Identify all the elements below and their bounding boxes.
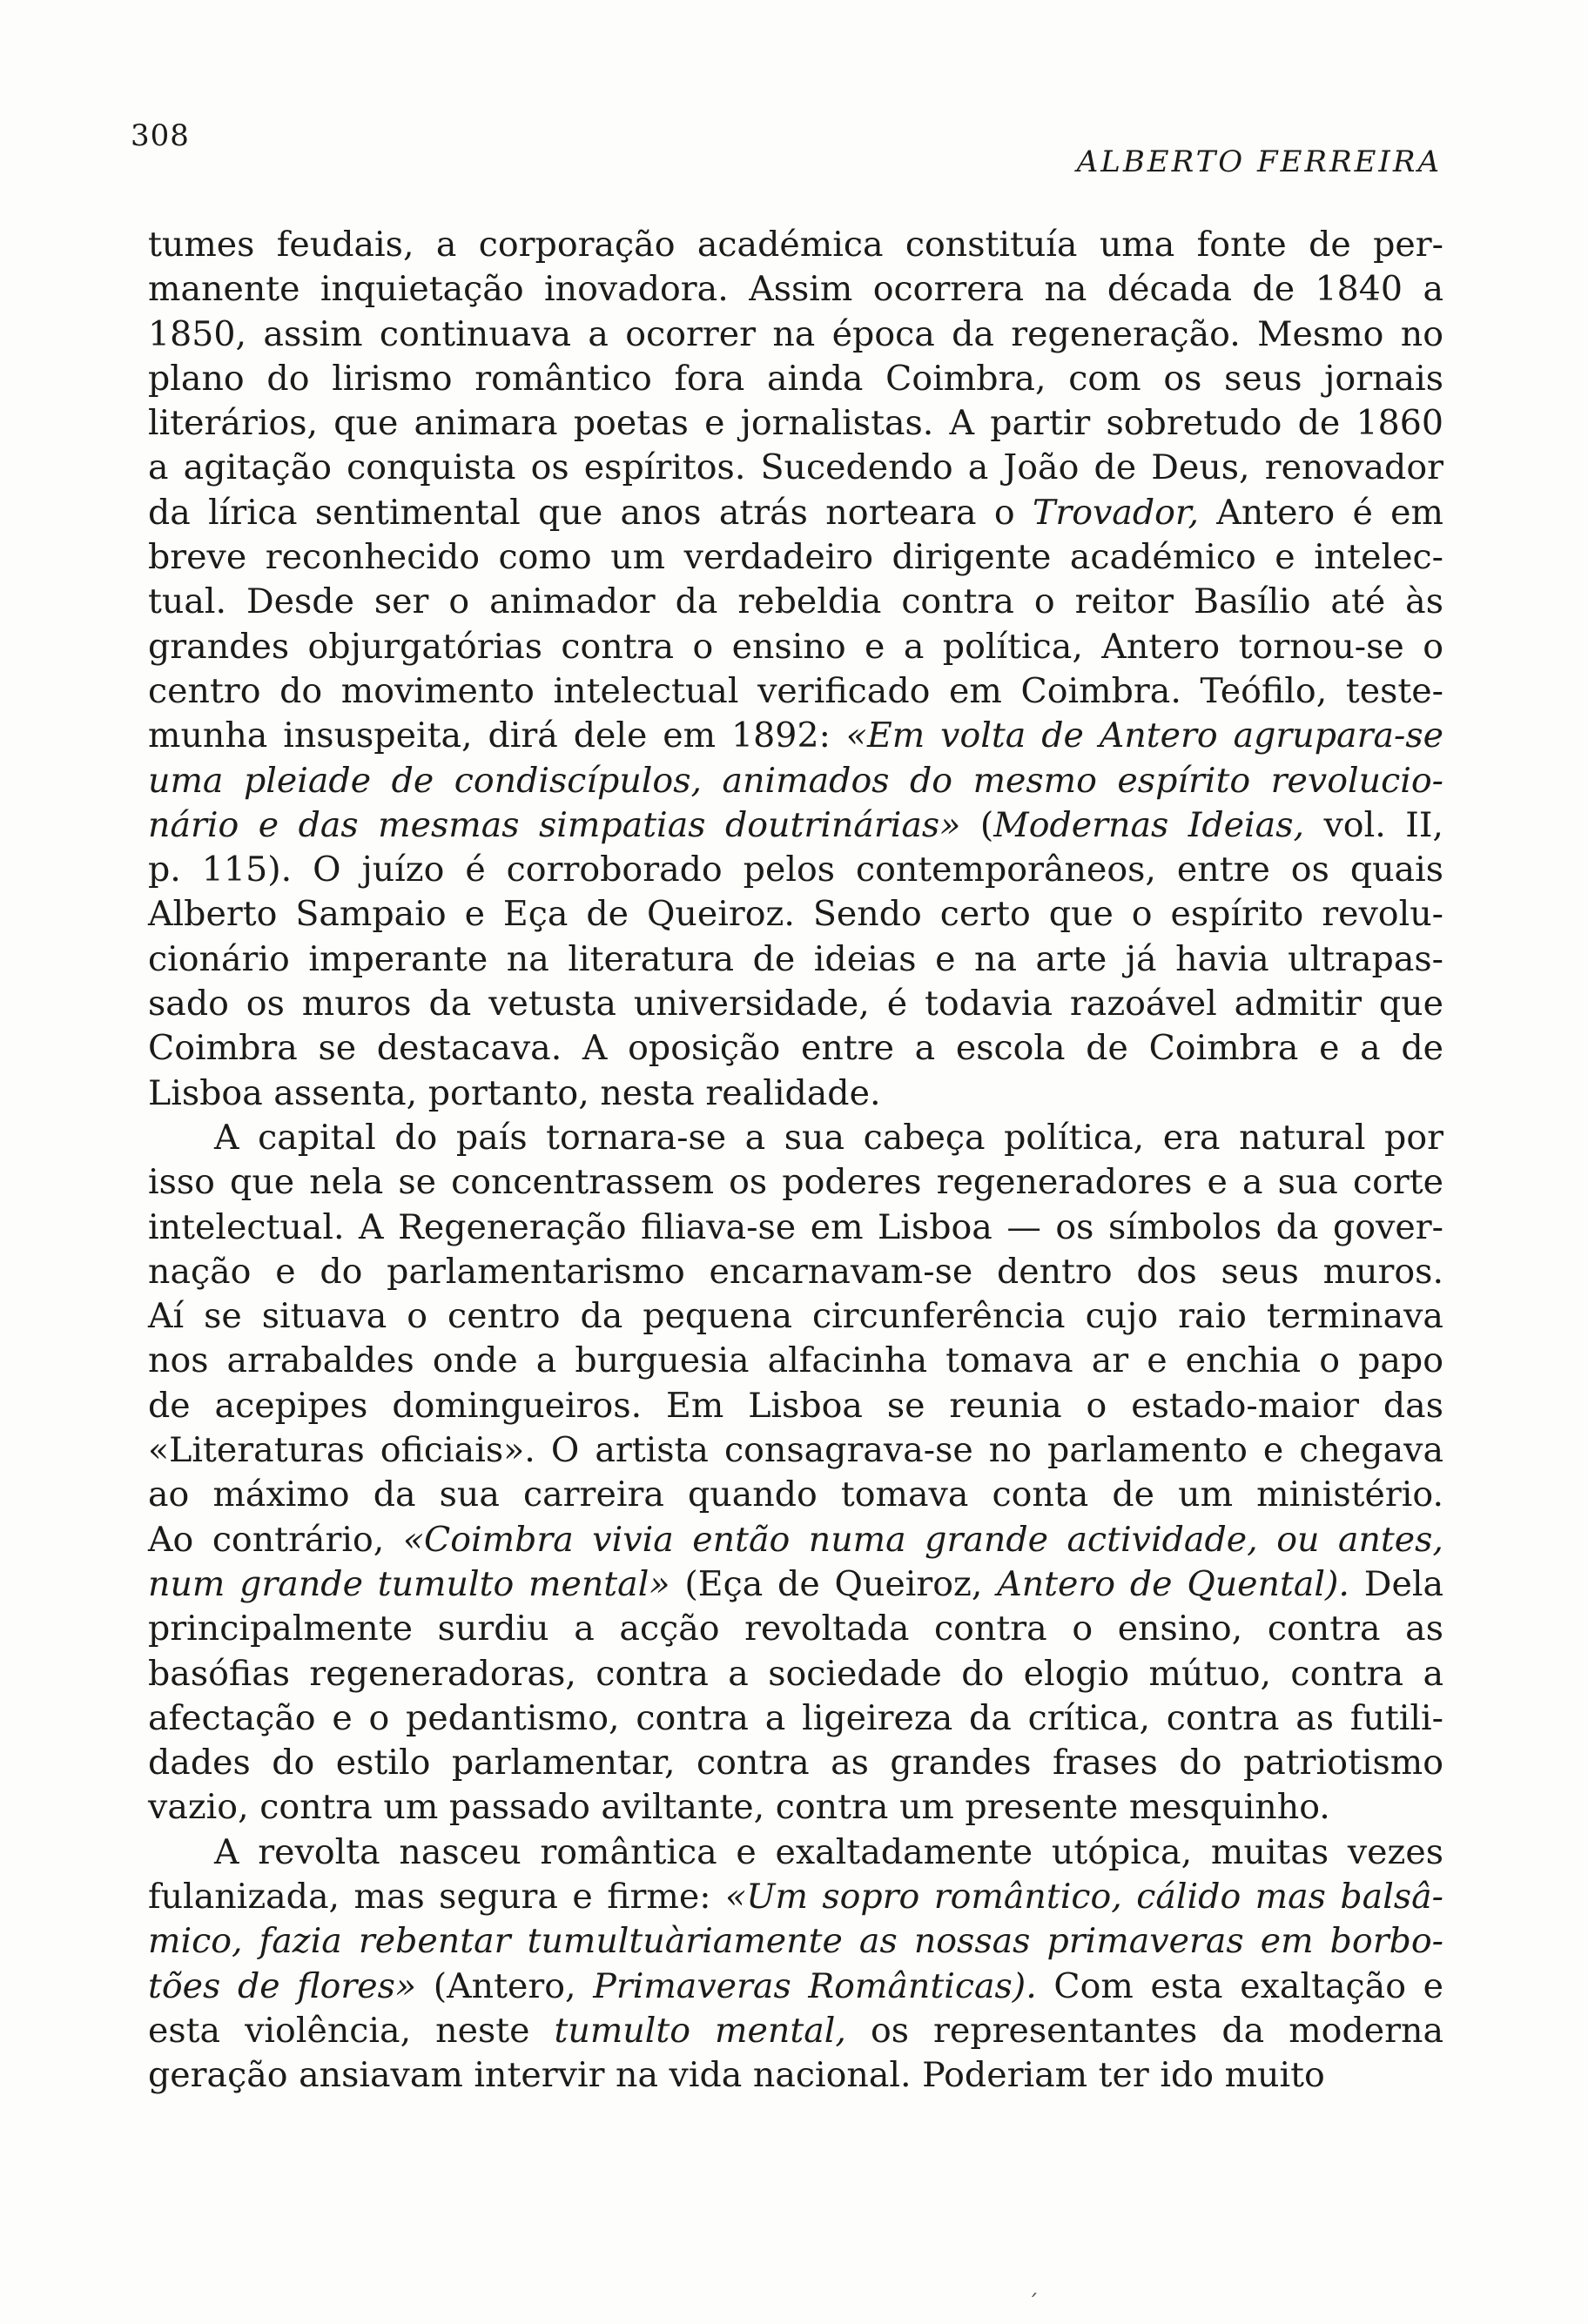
italic-text: tões de flores» [148, 1965, 417, 2006]
text-line [148, 982, 1443, 1026]
text-run: Antero é em [1199, 492, 1443, 533]
text-run: afectação e o pedantismo, contra a ligeireza da crítica, contra as futili- [148, 1697, 1443, 1738]
text-run: de acepipes domingueiros. Em Lisboa se reunia o estado-maior das [148, 1385, 1443, 1426]
text-run: intelectual. A Regeneração filiava-se em Lisboa — os símbolos da gover- [148, 1206, 1443, 1247]
running-head: ALBERTO FERREIRA [1076, 144, 1442, 179]
text-line [148, 803, 1443, 848]
text-run: ( [960, 804, 994, 845]
text-line [148, 491, 1443, 535]
text-line [148, 580, 1443, 624]
body-text [148, 223, 1443, 2098]
text-run: nação e do parlamentarismo encarnavam-se dentro dos seus muros. [148, 1251, 1443, 1292]
text-line [148, 1473, 1443, 1517]
text-run: Lisboa assenta, portanto, nesta realidade. [148, 1072, 881, 1113]
text-line [148, 1160, 1443, 1205]
text-line [148, 1384, 1443, 1428]
text-line [148, 892, 1443, 937]
text-line [148, 1339, 1443, 1383]
italic-text: «Coimbra vivia então numa grande actividade, ou antes, [402, 1519, 1443, 1560]
text-line [148, 1785, 1443, 1830]
text-line [148, 2009, 1443, 2053]
text-run: Coimbra se destacava. A oposição entre a escola de Coimbra e a de [148, 1028, 1443, 1069]
text-run: nos arrabaldes onde a burguesia alfacinha tomava ar e enchia o papo [148, 1340, 1443, 1381]
text-run: dades do estilo parlamentar, contra as grandes frases do patriotismo [148, 1743, 1443, 1783]
italic-text: Trovador, [1032, 492, 1200, 533]
text-line [148, 1607, 1443, 1651]
text-line [148, 625, 1443, 669]
text-run: Com esta exaltação e [1036, 1965, 1443, 2006]
text-run: isso que nela se concentrassem os poderes regeneradores e a sua corte [148, 1162, 1443, 1203]
text-run: manente inquietação inovadora. Assim ocorrera na década de 1840 a [148, 269, 1443, 310]
text-run: literários, que animara poetas e jornalistas. A partir sobretudo de 1860 [148, 403, 1443, 444]
text-line [148, 1518, 1443, 1562]
text-run: Alberto Sampaio e Eça de Queiroz. Sendo certo que o espírito revolu- [148, 894, 1443, 935]
stray-mark: ˊ [1027, 2291, 1039, 2317]
text-line [148, 937, 1443, 982]
text-run: (Antero, [416, 1965, 594, 2006]
italic-text: Antero de Quental). [997, 1563, 1349, 1604]
italic-text: «Em volta de Antero agrupara-se [845, 715, 1443, 756]
text-line [148, 1026, 1443, 1071]
text-line [148, 669, 1443, 714]
text-run: os representantes da moderna [845, 2010, 1443, 2051]
text-line [148, 223, 1443, 267]
text-line [148, 446, 1443, 490]
text-run: ao máximo da sua carreira quando tomava conta de um ministério. [148, 1474, 1443, 1515]
text-run: tual. Desde ser o animador da rebeldia contra o reitor Basílio até às [148, 581, 1443, 622]
text-run: grandes objurgatórias contra o ensino e a política, Antero tornou-se o [148, 626, 1443, 667]
text-run: A revolta nasceu romântica e exaltadamente utópica, muitas vezes [214, 1831, 1443, 1872]
text-line [148, 2053, 1443, 2098]
italic-text: nário e das mesmas simpatias doutrinárias» [148, 804, 961, 845]
text-line [148, 1562, 1443, 1607]
text-run: vazio, contra um passado aviltante, contra um presente mesquinho. [148, 1787, 1330, 1828]
text-run: plano do lirismo romântico fora ainda Coimbra, com os seus jornais [148, 358, 1443, 399]
italic-text: Primaveras Românticas). [593, 1965, 1037, 2006]
page-number: 308 [131, 118, 190, 153]
italic-text: mico, fazia rebentar tumultuàriamente as nossas primaveras em borbo- [148, 1921, 1443, 1962]
text-line [148, 1428, 1443, 1473]
text-line [148, 1071, 1443, 1116]
text-run: A capital do país tornara-se a sua cabeça política, era natural por [214, 1117, 1443, 1158]
text-run: breve reconhecido como um verdadeiro dirigente académico e intelec- [148, 537, 1443, 578]
text-line [148, 714, 1443, 758]
text-line [148, 312, 1443, 357]
text-line [148, 1830, 1443, 1875]
text-line [148, 1294, 1443, 1339]
text-line [148, 267, 1443, 312]
text-line [148, 1116, 1443, 1160]
text-run: da lírica sentimental que anos atrás norteara o [148, 492, 1033, 533]
text-run: Aí se situava o centro da pequena circunferência cujo raio terminava [148, 1296, 1443, 1337]
italic-text: uma pleiade de condiscípulos, animados do mesmo espírito revolucio- [148, 760, 1443, 801]
italic-text: num grande tumulto mental» [148, 1563, 670, 1604]
text-line [148, 401, 1443, 446]
text-line [148, 1965, 1443, 2009]
text-run: munha insuspeita, dirá dele em 1892: [148, 715, 846, 756]
text-run: (Eça de Queiroz, [670, 1563, 998, 1604]
text-line [148, 1875, 1443, 1919]
text-run: principalmente surdiu a acção revoltada contra o ensino, contra as [148, 1609, 1443, 1649]
text-run: centro do movimento intelectual verificado em Coimbra. Teófilo, teste- [148, 670, 1443, 711]
text-run: tumes feudais, a corporação académica constituía uma fonte de per- [148, 225, 1443, 265]
text-line [148, 1741, 1443, 1785]
italic-text: «Um sopro romântico, cálido mas balsâ- [725, 1876, 1444, 1917]
text-run: fulanizada, mas segura e firme: [148, 1876, 725, 1917]
text-line [148, 848, 1443, 892]
text-run: basófias regeneradoras, contra a sociedade do elogio mútuo, contra a [148, 1653, 1443, 1694]
text-run: cionário imperante na literatura de ideias e na arte já havia ultrapas- [148, 938, 1443, 979]
text-run: p. 115). O juízo é corroborado pelos contemporâneos, entre os quais [148, 850, 1443, 890]
italic-text: tumulto mental, [554, 2010, 846, 2051]
text-run: 1850, assim continuava a ocorrer na época da regeneração. Mesmo no [148, 313, 1443, 354]
text-run: esta violência, neste [148, 2010, 555, 2051]
text-line [148, 1652, 1443, 1696]
text-line [148, 535, 1443, 580]
text-line [148, 1250, 1443, 1294]
text-run: sado os muros da vetusta universidade, é todavia razoável admitir que [148, 984, 1443, 1024]
italic-text: Modernas Ideias, [993, 804, 1305, 845]
text-run: geração ansiavam intervir na vida nacional. Poderiam ter ido muito [148, 2055, 1325, 2096]
text-run: vol. II, [1304, 804, 1443, 845]
text-line [148, 1206, 1443, 1250]
text-line [148, 759, 1443, 803]
text-line [148, 1919, 1443, 1964]
text-run: Ao contrário, [148, 1519, 403, 1560]
text-line [148, 357, 1443, 401]
text-line [148, 1696, 1443, 1741]
text-run: Dela [1349, 1563, 1444, 1604]
text-run: «Literaturas oficiais». O artista consagrava-se no parlamento e chegava [148, 1430, 1443, 1471]
text-run: a agitação conquista os espíritos. Sucedendo a João de Deus, renovador [148, 447, 1443, 488]
